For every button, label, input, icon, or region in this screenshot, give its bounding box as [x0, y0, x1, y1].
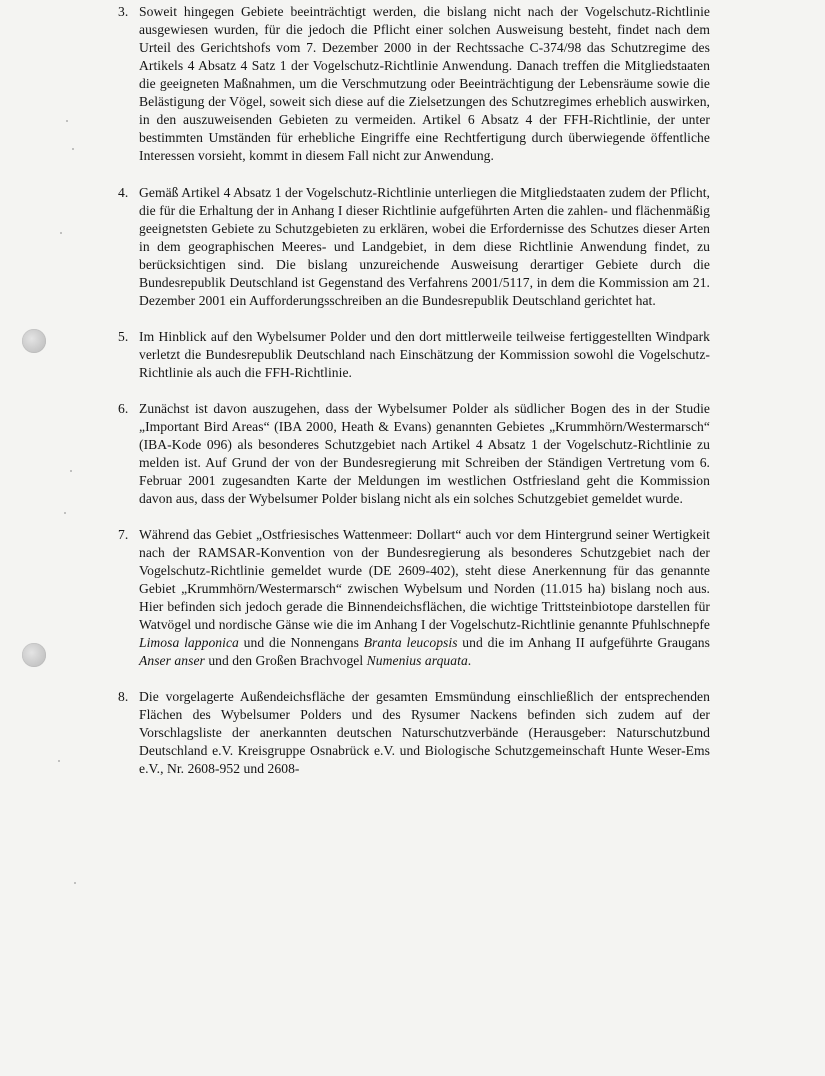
scan-speck	[72, 148, 74, 150]
punch-hole-bottom	[22, 643, 46, 667]
punch-hole-top	[22, 329, 46, 353]
paragraph-text-part: und den Großen Brachvogel	[204, 653, 367, 668]
paragraph-3	[118, 3, 710, 165]
species-name: Numenius arquata	[366, 653, 468, 668]
paragraph-text-part: und die im Anhang II aufgeführte Graugans	[457, 635, 710, 650]
paragraph-text	[139, 527, 710, 668]
paragraph-number: 8.	[118, 689, 129, 704]
scan-speck	[74, 882, 76, 884]
scan-speck	[66, 120, 68, 122]
paragraph-text: Gemäß Artikel 4 Absatz 1 der Vogelschutz-Richtlinie unterliegen die Mitgliedstaaten zudem der Pflicht, die für die Erhaltung der in Anhang I dieser Richtlinie aufgeführten Arten die zahlen- und flächenmäßig geeignetsten Gebiete zu Schutzgebieten zu erklären, wobei die Erfordernisse des Schutzes dieser Arten in dem geographischen Meeres- und Landgebiet, in dem diese Richtlinie Anwendung findet, zu berücksichtigen sind. Die bislang unzureichende Ausweisung derartiger Gebiete durch die Bundesrepublik Deutschland ist Gegenstand des Verfahrens 2001/5117, in dem die Kommission am 21. Dezember 2001 ein Aufforderungsschreiben an die Bundesrepublik Deutschland gerichtet hat.	[139, 185, 710, 308]
paragraph-5	[118, 328, 710, 382]
species-name: Anser anser	[139, 653, 205, 668]
species-name: Branta leucopsis	[363, 635, 458, 650]
scan-speck	[64, 512, 66, 514]
scan-speck	[58, 760, 60, 762]
paragraph-text: Soweit hingegen Gebiete beeinträchtigt werden, die bislang nicht nach der Vogelschutz-Richtlinie ausgewiesen wurden, für die jedoch die Pflicht einer solchen Ausweisung besteht, findet nach dem Urteil des Gerichtshofs vom 7. Dezember 2000 in der Rechtssache C-374/98 das Schutzregime des Artikels 4 Absatz 4 Satz 1 der Vogelschutz-Richtlinie Anwendung. Danach treffen die Mitgliedstaaten die geeigneten Maßnahmen, um die Verschmutzung oder Beeinträchtigung der Lebensräume sowie die Belästigung der Vögel, soweit sich diese auf die Zielsetzungen des Schutzregimes erheblich auswirken, in den auszuweisenden Gebieten zu vermeiden. Artikel 6 Absatz 4 der FFH-Richtlinie, der unter bestimmten Umständen für erhebliche Eingriffe eine Rechtfertigung durch überwiegende öffentliche Interessen vorsieht, kommt in diesem Fall nicht zur Anwendung.	[139, 4, 710, 163]
species-name: Limosa lapponica	[139, 635, 239, 650]
paragraph-6	[118, 400, 710, 508]
paragraph-text: Die vorgelagerte Außendeichsfläche der gesamten Emsmündung einschließlich der entsprechenden Flächen des Wybelsumer Polders und des Rysumer Nackens befinden sich zudem auf der Vorschlagsliste der anerkannten deutschen Naturschutzverbände (Herausgeber: Naturschutzbund Deutschland e.V. Kreisgruppe Osnabrück e.V. und Biologische Schutzgemeinschaft Hunte Weser-Ems e.V., Nr. 2608-952 und 2608-	[139, 689, 710, 776]
paragraph-text: Zunächst ist davon auszugehen, dass der Wybelsumer Polder als südlicher Bogen des in der Studie „Important Bird Areas“ (IBA 2000, Heath & Evans) genannten Gebietes „Krummhörn/Westermarsch“ (IBA-Kode 096) als besonderes Schutzgebiet nach Artikel 4 Absatz 1 der Vogelschutz-Richtlinie zu melden ist. Auf Grund der von der Bundesregierung mit Schreiben der Ständigen Vertretung vom 6. Februar 2001 zugesandten Karte der Meldungen im westlichen Ostfriesland geht die Kommission davon aus, dass der Wybelsumer Polder bislang nicht als ein solches Schutzgebiet gemeldet wurde.	[139, 401, 710, 506]
paragraph-text: Im Hinblick auf den Wybelsumer Polder und den dort mittlerweile teilweise fertiggestellten Windpark verletzt die Bundesrepublik Deutschland nach Einschätzung der Kommission sowohl die Vogelschutz-Richtlinie als auch die FFH-Richtlinie.	[139, 329, 710, 380]
paragraph-text-part: und die Nonnengans	[238, 635, 364, 650]
paragraph-number: 6.	[118, 401, 129, 416]
document-body	[118, 3, 710, 796]
paragraph-text-part: Während das Gebiet „Ostfriesisches Wattenmeer: Dollart“ auch vor dem Hintergrund seiner Wertigkeit nach der RAMSAR-Konvention von der Bundesregierung als besonderes Schutzgebiet nach der Vogelschutz-Richtlinie gemeldet wurde (DE 2609-402), steht diese Anerkennung für das genannte Gebiet „Krummhörn/Westermarsch“ zwischen Wybelsum und Norden (11.015 ha) bislang noch aus. Hier befinden sich jedoch gerade die Binnendeichsflächen, die wichtige Trittsteinbiotope darstellen für Watvögel und nordische Gänse wie die im Anhang I der Vogelschutz-Richtlinie genannte Pfuhlschnepfe	[139, 527, 710, 632]
paragraph-number: 4.	[118, 185, 129, 200]
paragraph-number: 5.	[118, 329, 129, 344]
paragraph-text-part: .	[467, 653, 472, 668]
paragraph-number: 3.	[118, 4, 129, 19]
paragraph-8	[118, 688, 710, 778]
scan-speck	[70, 470, 72, 472]
paragraph-number: 7.	[118, 527, 129, 542]
paragraph-4	[118, 184, 710, 310]
scan-speck	[60, 232, 62, 234]
paragraph-7	[118, 526, 710, 670]
